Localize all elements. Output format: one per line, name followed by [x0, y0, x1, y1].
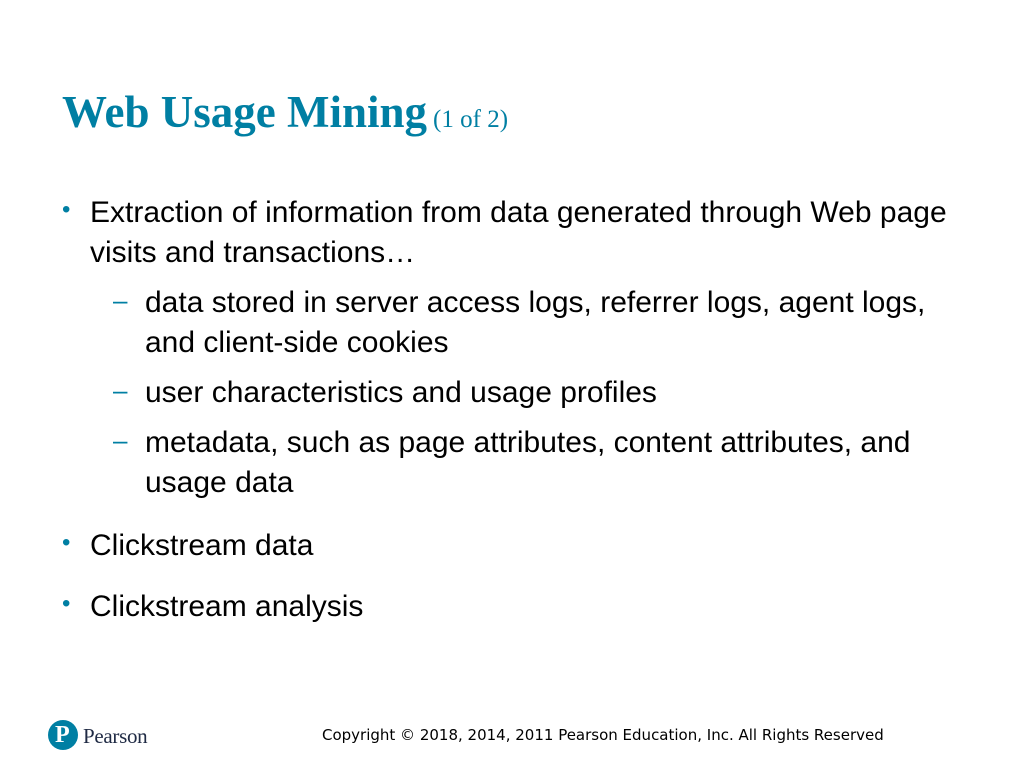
- pearson-logo-letter: P: [55, 722, 70, 748]
- pearson-logo: [48, 720, 158, 754]
- slide-footer: [0, 712, 1024, 762]
- bullet-text-clickstream-data: Clickstream data: [90, 529, 314, 562]
- bullet-text-clickstream-analysis: Clickstream analysis: [90, 590, 364, 623]
- pearson-logo-text: Pearson: [83, 724, 148, 748]
- dash-marker: –: [113, 285, 128, 315]
- bullet-marker: •: [62, 196, 71, 223]
- dash-marker: –: [113, 425, 128, 455]
- subitem-text-metadata: metadata, such as page attributes, content attributes, and usage data: [145, 426, 911, 499]
- subitem-text-server-logs: data stored in server access logs, referrer logs, agent logs, and client-side cookies: [145, 286, 926, 359]
- slide-title-main: Web Usage Mining: [62, 87, 428, 137]
- copyright-notice: Copyright © 2018, 2014, 2011 Pearson Education, Inc. All Rights Reserved: [322, 726, 884, 744]
- bullet-marker: •: [62, 529, 71, 556]
- subitem-text-user-characteristics: user characteristics and usage profiles: [145, 376, 657, 409]
- bullet-text-extraction: Extraction of information from data generated through Web page visits and transactions…: [90, 196, 947, 269]
- dash-marker: –: [113, 375, 128, 405]
- bullet-marker: •: [62, 590, 71, 617]
- pearson-logo-icon: [48, 720, 78, 750]
- slide-title-counter: (1 of 2): [433, 106, 509, 133]
